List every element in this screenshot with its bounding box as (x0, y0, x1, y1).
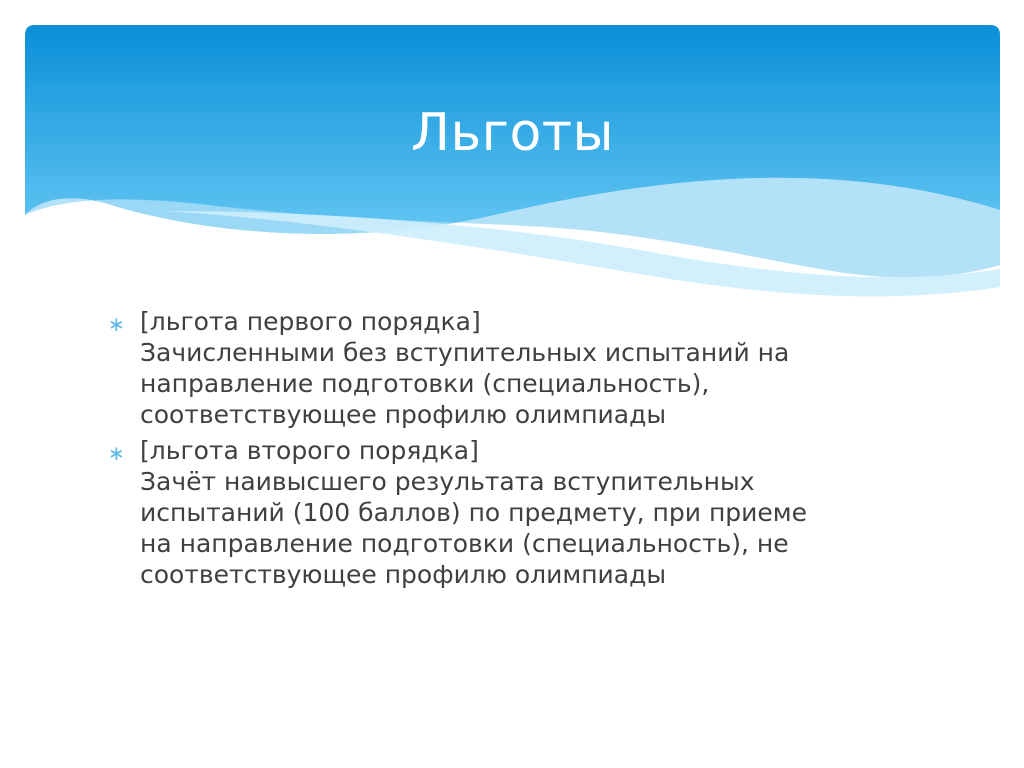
bullet-heading: [льгота первого порядка] (140, 307, 481, 336)
bullet-text-line: соответствующее профилю олимпиады (140, 560, 667, 589)
bullet-heading: [льгота второго порядка] (140, 436, 479, 465)
wave-background (25, 25, 1000, 315)
asterisk-bullet-icon: ∗ (108, 312, 125, 336)
slide-title: Льготы (410, 103, 615, 163)
bullet-text-line: испытаний (100 баллов) по предмету, при приеме (140, 498, 808, 527)
bullet-item (108, 306, 908, 430)
bullet-text-line: на направление подготовки (специальность), не (140, 529, 789, 558)
asterisk-bullet-icon: ∗ (108, 441, 125, 465)
bullet-text-line: Зачисленными без вступительных испытаний на (140, 338, 790, 367)
bullet-text-line: соответствующее профилю олимпиады (140, 400, 667, 429)
bullet-text-line: направление подготовки (специальность), (140, 369, 710, 398)
bullet-item (108, 435, 908, 590)
bullet-list (108, 306, 908, 595)
bullet-text-line: Зачёт наивысшего результата вступительных (140, 467, 755, 496)
title-banner (25, 25, 1000, 315)
